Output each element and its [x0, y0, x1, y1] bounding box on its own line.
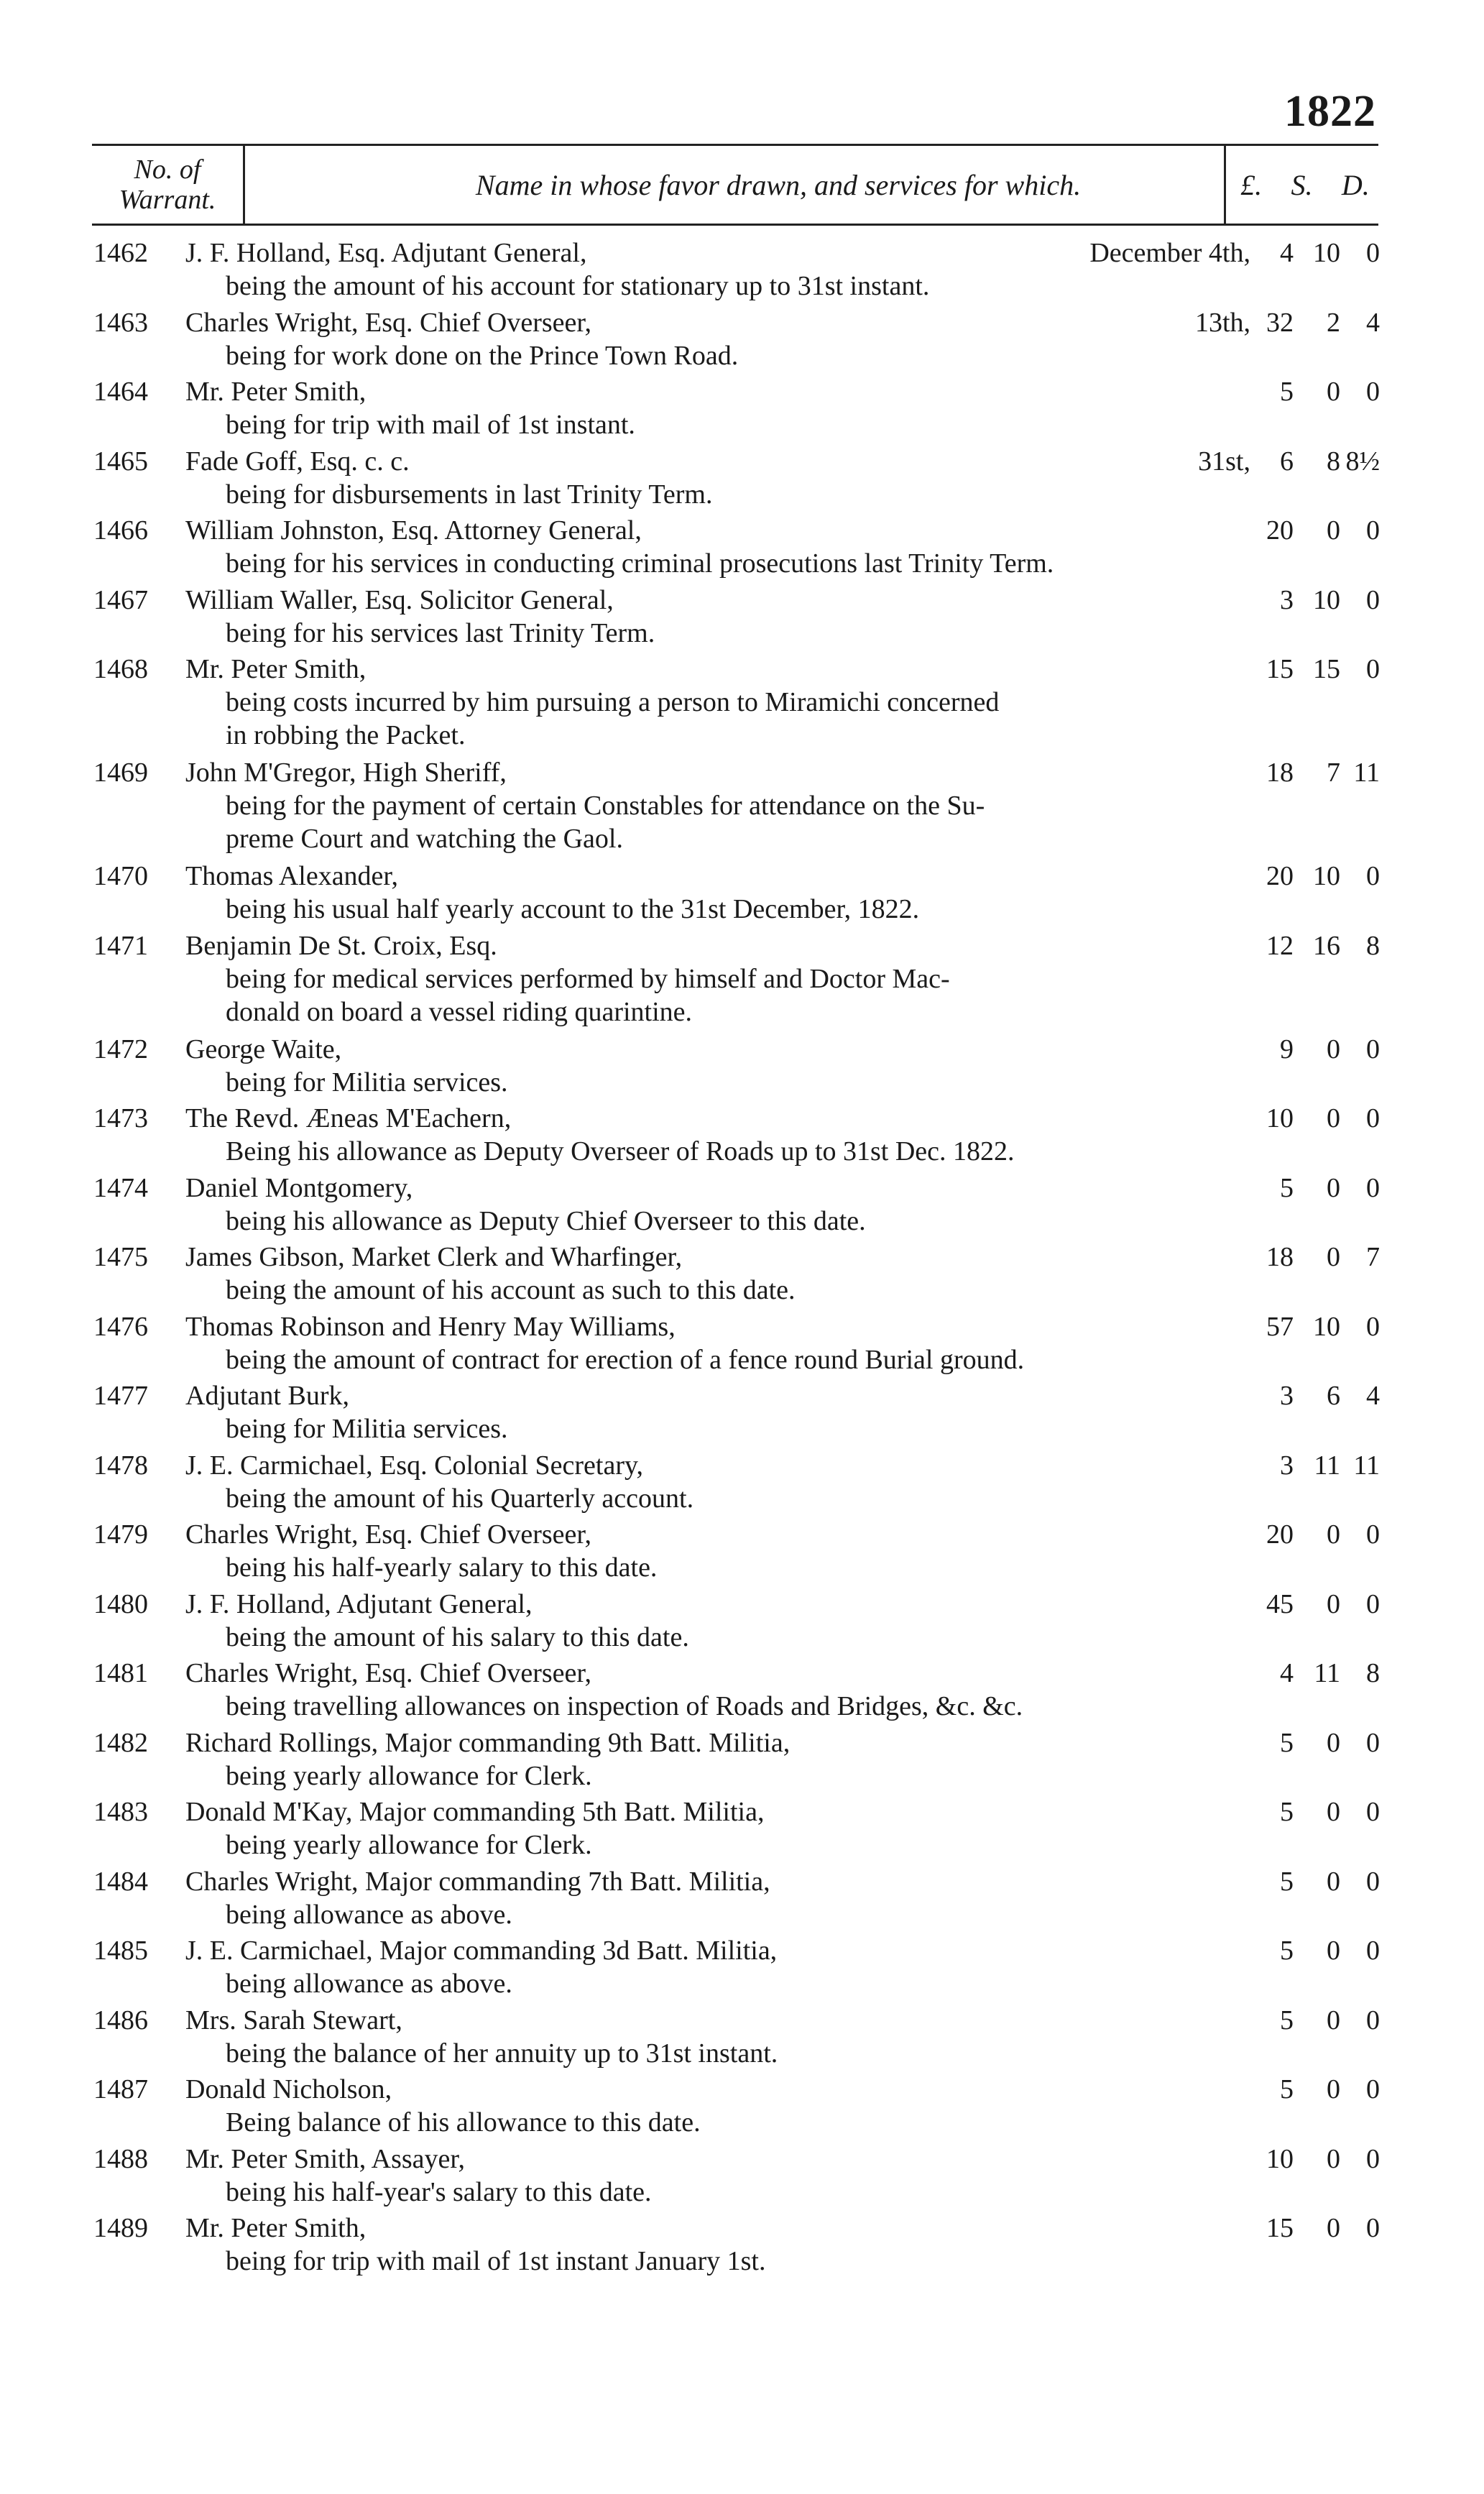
entry-main-line — [93, 1241, 682, 1273]
warrant-number: 1474 — [93, 1172, 148, 1203]
amount-pence: 0 — [1366, 1103, 1380, 1133]
entry-main-line — [93, 860, 398, 892]
warrant-number: 1468 — [93, 654, 148, 684]
service-description: being for Militia services. — [226, 1067, 508, 1098]
amount-shillings: 10 — [1313, 584, 1340, 615]
entry-main-line — [93, 584, 614, 616]
service-description: being allowance as above. — [226, 1969, 512, 1999]
entry-main-line — [93, 2143, 465, 2175]
entry-main-line — [93, 237, 586, 269]
payee-name: Richard Rollings, Major commanding 9th Batt. Militia, — [185, 1727, 791, 1758]
amount-pence: 11 — [1353, 758, 1380, 788]
payee-name: Mr. Peter Smith, — [185, 377, 367, 407]
payee-name: Mr. Peter Smith, — [185, 654, 367, 684]
payee-name: William Johnston, Esq. Attorney General, — [185, 515, 642, 546]
warrant-number: 1467 — [93, 584, 148, 615]
amount-pounds: 5 — [1280, 377, 1294, 407]
service-description: being his allowance as Deputy Chief Overseer to this date. — [226, 1205, 866, 1236]
warrant-amount — [1236, 1241, 1380, 1273]
warrant-entry — [93, 1034, 1380, 1103]
warrant-entry — [93, 446, 1380, 515]
amount-pounds: 5 — [1280, 2074, 1294, 2104]
payee-name: Charles Wright, Esq. Chief Overseer, — [185, 307, 592, 338]
payee-name: James Gibson, Market Clerk and Wharfinger, — [185, 1242, 683, 1272]
warrant-number: 1473 — [93, 1103, 148, 1133]
service-description: donald on board a vessel riding quarintine. — [226, 996, 693, 1027]
entry-main-line — [93, 1935, 777, 1966]
warrant-entry — [93, 1103, 1380, 1172]
service-description: being yearly allowance for Clerk. — [226, 1760, 592, 1791]
warrant-number: 1470 — [93, 861, 148, 891]
amount-pence: 0 — [1366, 1727, 1380, 1758]
entry-main-line — [93, 307, 591, 339]
payee-name: J. E. Carmichael, Esq. Colonial Secretary, — [185, 1450, 644, 1481]
amount-pounds: 20 — [1266, 1519, 1294, 1550]
amount-pence: 0 — [1366, 654, 1380, 684]
service-description: in robbing the Packet. — [226, 720, 466, 750]
warrant-amount — [1236, 446, 1380, 477]
amount-pounds: 5 — [1280, 1797, 1294, 1827]
warrant-number: 1472 — [93, 1034, 148, 1064]
warrant-entry — [93, 1450, 1380, 1519]
amount-shillings: 15 — [1313, 654, 1340, 684]
payee-name: Donald Nicholson, — [185, 2074, 392, 2104]
warrant-number: 1486 — [93, 2005, 148, 2035]
warrant-entry — [93, 1935, 1380, 2005]
warrant-entry — [93, 1241, 1380, 1311]
amount-pence: 0 — [1366, 1034, 1380, 1064]
amount-shillings: 10 — [1313, 238, 1340, 268]
warrant-amount — [1236, 1450, 1380, 1481]
amount-pounds: 18 — [1266, 1242, 1294, 1272]
warrant-header-line1: No. of — [134, 155, 201, 185]
amount-pounds: 20 — [1266, 515, 1294, 546]
warrant-amount — [1236, 1796, 1380, 1828]
amount-pence: 0 — [1366, 1797, 1380, 1827]
amount-shillings: 0 — [1327, 2005, 1340, 2035]
warrant-amount — [1236, 2143, 1380, 2175]
amount-pounds: 6 — [1280, 446, 1294, 477]
warrant-amount — [1236, 1519, 1380, 1550]
service-description: being for trip with mail of 1st instant January 1st. — [226, 2246, 766, 2276]
warrant-number: 1480 — [93, 1588, 148, 1619]
entry-main-line — [93, 1519, 591, 1550]
warrant-date: December 4th, — [1089, 238, 1250, 268]
warrant-entry — [93, 2143, 1380, 2213]
warrant-number: 1479 — [93, 1519, 148, 1550]
amount-pence: 0 — [1366, 238, 1380, 268]
warrant-header-line2: Warrant. — [119, 185, 216, 215]
entry-main-line — [93, 1380, 349, 1412]
amount-pence: 4 — [1366, 1381, 1380, 1411]
warrant-amount — [1236, 2212, 1380, 2244]
amount-shillings: 2 — [1327, 307, 1340, 338]
amount-shillings: 10 — [1313, 861, 1340, 891]
warrant-entry — [93, 1796, 1380, 1866]
amount-pounds: 5 — [1280, 1172, 1294, 1203]
warrant-entry — [93, 1588, 1380, 1658]
service-description: being his half-yearly salary to this date. — [226, 1552, 658, 1583]
warrant-number: 1487 — [93, 2074, 148, 2104]
warrant-amount — [1236, 237, 1380, 269]
service-description: being the amount of his account for stationary up to 31st instant. — [226, 271, 930, 301]
amount-shillings: 0 — [1327, 1519, 1340, 1550]
payee-name: Charles Wright, Esq. Chief Overseer, — [185, 1519, 592, 1550]
warrant-entry — [93, 1311, 1380, 1381]
entry-main-line — [93, 930, 497, 962]
amount-pounds: 3 — [1280, 1450, 1294, 1481]
amount-pence: 0 — [1366, 2005, 1380, 2035]
amount-header — [1224, 146, 1384, 224]
warrant-amount — [1236, 1866, 1380, 1897]
amount-pounds: 12 — [1266, 930, 1294, 961]
amount-pounds: 3 — [1280, 584, 1294, 615]
service-description: being for trip with mail of 1st instant. — [226, 410, 635, 440]
service-description: being the amount of his salary to this date. — [226, 1621, 689, 1652]
payee-name: Mr. Peter Smith, Assayer, — [185, 2143, 466, 2174]
warrant-number-header — [92, 146, 245, 224]
payee-name: Mrs. Sarah Stewart, — [185, 2005, 402, 2035]
warrant-amount — [1236, 653, 1380, 685]
service-description: being the amount of contract for erection of a fence round Burial ground. — [226, 1344, 1025, 1375]
service-description: being the amount of his account as such to this date. — [226, 1275, 796, 1305]
service-description: being his half-year's salary to this date. — [226, 2176, 652, 2207]
amount-shillings: 6 — [1327, 1381, 1340, 1411]
amount-shillings: 0 — [1327, 515, 1340, 546]
entry-main-line — [93, 376, 366, 408]
service-description: being the balance of her annuity up to 31st instant. — [226, 2038, 778, 2069]
entry-main-line — [93, 1311, 676, 1343]
warrant-entry — [93, 237, 1380, 307]
warrant-amount — [1236, 1657, 1380, 1689]
service-description: being for Militia services. — [226, 1414, 508, 1444]
amount-pence: 0 — [1366, 1519, 1380, 1550]
service-description: being for his services in conducting criminal prosecutions last Trinity Term. — [226, 548, 1054, 579]
warrant-number: 1478 — [93, 1450, 148, 1481]
warrant-amount — [1236, 1727, 1380, 1759]
amount-pence: 0 — [1366, 2143, 1380, 2174]
warrant-number: 1488 — [93, 2143, 148, 2174]
warrant-entry — [93, 307, 1380, 377]
amount-pounds: 15 — [1266, 2213, 1294, 2243]
payee-name: Mr. Peter Smith, — [185, 2213, 367, 2243]
warrant-amount — [1236, 307, 1380, 339]
warrant-number: 1481 — [93, 1658, 148, 1688]
warrant-entry — [93, 757, 1380, 860]
warrant-number: 1464 — [93, 377, 148, 407]
amount-pounds: 20 — [1266, 861, 1294, 891]
payee-name: William Waller, Esq. Solicitor General, — [185, 584, 614, 615]
entry-main-line — [93, 1796, 764, 1828]
entry-main-line — [93, 515, 642, 546]
amount-shillings: 0 — [1327, 1103, 1340, 1133]
amount-shillings: 16 — [1313, 930, 1340, 961]
payee-name: George Waite, — [185, 1034, 342, 1064]
amount-pence: 8 — [1366, 930, 1380, 961]
payee-name: Thomas Alexander, — [185, 861, 399, 891]
warrant-entry — [93, 653, 1380, 757]
service-description: being his usual half yearly account to the 31st December, 1822. — [226, 894, 920, 924]
warrant-number: 1485 — [93, 1936, 148, 1966]
amount-pence: 0 — [1366, 2074, 1380, 2104]
entry-main-line — [93, 757, 507, 788]
service-description: being allowance as above. — [226, 1899, 512, 1930]
entry-main-line — [93, 1103, 511, 1134]
warrant-number: 1475 — [93, 1242, 148, 1272]
warrant-entry — [93, 2074, 1380, 2143]
service-description: being for disbursements in last Trinity Term. — [226, 479, 713, 510]
entry-main-line — [93, 2074, 392, 2105]
amount-pounds: 4 — [1280, 1658, 1294, 1688]
warrant-entry — [93, 930, 1380, 1034]
warrant-number: 1482 — [93, 1727, 148, 1758]
amount-pence: 0 — [1366, 1311, 1380, 1342]
service-description: being costs incurred by him pursuing a person to Miramichi concerned — [226, 687, 1000, 717]
entry-main-line — [93, 1588, 532, 1620]
payee-name: Adjutant Burk, — [185, 1381, 349, 1411]
warrant-amount — [1236, 1103, 1380, 1134]
amount-pence: 0 — [1366, 1588, 1380, 1619]
payee-name: The Revd. Æneas M'Eachern, — [185, 1103, 512, 1133]
amount-pounds: 5 — [1280, 2005, 1294, 2035]
warrant-number: 1483 — [93, 1797, 148, 1827]
amount-shillings: 11 — [1314, 1450, 1340, 1481]
warrant-entry — [93, 1172, 1380, 1242]
payee-name: Charles Wright, Esq. Chief Overseer, — [185, 1658, 592, 1688]
warrant-number: 1484 — [93, 1866, 148, 1897]
entry-main-line — [93, 446, 410, 477]
warrant-number: 1477 — [93, 1381, 148, 1411]
entry-main-line — [93, 2005, 402, 2036]
pounds-header: £. — [1240, 168, 1263, 201]
warrant-entry — [93, 376, 1380, 446]
amount-pence: 0 — [1366, 584, 1380, 615]
amount-pence: 0 — [1366, 515, 1380, 546]
entry-main-line — [93, 1657, 591, 1689]
amount-shillings: 7 — [1327, 758, 1340, 788]
amount-shillings: 0 — [1327, 377, 1340, 407]
warrant-entry — [93, 1380, 1380, 1450]
warrant-amount — [1236, 1311, 1380, 1343]
amount-shillings: 0 — [1327, 1727, 1340, 1758]
service-description: being for work done on the Prince Town Road. — [226, 340, 739, 371]
warrant-number: 1476 — [93, 1311, 148, 1342]
service-description: Being his allowance as Deputy Overseer of Roads up to 31st Dec. 1822. — [226, 1136, 1015, 1167]
payee-name: Daniel Montgomery, — [185, 1172, 413, 1203]
amount-pounds: 5 — [1280, 1936, 1294, 1966]
amount-shillings: 0 — [1327, 1588, 1340, 1619]
warrant-entry — [93, 1866, 1380, 1936]
payee-name: Charles Wright, Major commanding 7th Batt. Militia, — [185, 1866, 770, 1897]
warrant-amount — [1236, 2074, 1380, 2105]
warrant-date: 31st, — [1198, 446, 1250, 477]
warrant-amount — [1236, 1172, 1380, 1204]
warrant-amount — [1236, 930, 1380, 962]
service-description: being for his services last Trinity Term. — [226, 617, 655, 648]
warrant-amount — [1236, 1034, 1380, 1065]
amount-shillings: 8 — [1327, 446, 1340, 477]
amount-pounds: 4 — [1280, 238, 1294, 268]
warrant-entry — [93, 860, 1380, 930]
entry-main-line — [93, 1866, 770, 1897]
amount-pounds: 9 — [1280, 1034, 1294, 1064]
amount-pence: 0 — [1366, 1866, 1380, 1897]
warrant-entry — [93, 515, 1380, 584]
warrant-number: 1489 — [93, 2213, 148, 2243]
name-services-header: Name in whose favor drawn, and services for which. — [475, 168, 1082, 201]
entry-main-line — [93, 1727, 790, 1759]
service-description: preme Court and watching the Gaol. — [226, 824, 623, 854]
amount-pounds: 15 — [1266, 654, 1294, 684]
amount-pounds: 3 — [1280, 1381, 1294, 1411]
amount-pence: 0 — [1366, 2213, 1380, 2243]
amount-shillings: 0 — [1327, 2074, 1340, 2104]
payee-name: J. F. Holland, Esq. Adjutant General, — [185, 238, 587, 268]
warrant-entry — [93, 2005, 1380, 2074]
table-header — [92, 144, 1378, 226]
amount-pounds: 10 — [1266, 1103, 1294, 1133]
warrant-amount — [1236, 1935, 1380, 1966]
amount-pence: 8½ — [1345, 446, 1380, 477]
entry-main-line — [93, 1450, 643, 1481]
warrant-number: 1465 — [93, 446, 148, 477]
amount-pence: 0 — [1366, 1936, 1380, 1966]
amount-shillings: 0 — [1327, 1172, 1340, 1203]
amount-shillings: 0 — [1327, 1866, 1340, 1897]
payee-name: J. F. Holland, Adjutant General, — [185, 1588, 533, 1619]
warrant-number: 1463 — [93, 307, 148, 338]
amount-pounds: 45 — [1266, 1588, 1294, 1619]
amount-pence: 0 — [1366, 1172, 1380, 1203]
warrant-amount — [1236, 2005, 1380, 2036]
warrant-entry — [93, 1727, 1380, 1797]
amount-shillings: 0 — [1327, 1797, 1340, 1827]
page-year: 1822 — [1284, 87, 1376, 136]
amount-shillings: 0 — [1327, 2213, 1340, 2243]
service-description: being for medical services performed by himself and Doctor Mac- — [226, 963, 950, 994]
warrant-amount — [1236, 860, 1380, 892]
pence-header: D. — [1341, 168, 1370, 201]
warrant-date: 13th, — [1194, 307, 1250, 338]
amount-pence: 0 — [1366, 377, 1380, 407]
payee-name: Donald M'Kay, Major commanding 5th Batt. Militia, — [185, 1797, 765, 1827]
amount-shillings: 0 — [1327, 2143, 1340, 2174]
amount-pence: 7 — [1366, 1242, 1380, 1272]
amount-shillings: 11 — [1314, 1658, 1340, 1688]
entry-main-line — [93, 1034, 341, 1065]
entry-main-line — [93, 653, 366, 685]
service-description: being the amount of his Quarterly account. — [226, 1483, 694, 1514]
payee-name: Benjamin De St. Croix, Esq. — [185, 930, 497, 961]
warrant-amount — [1236, 584, 1380, 616]
entry-main-line — [93, 2212, 366, 2244]
amount-pounds: 5 — [1280, 1727, 1294, 1758]
warrant-amount — [1236, 757, 1380, 788]
amount-pence: 4 — [1366, 307, 1380, 338]
amount-shillings: 0 — [1327, 1936, 1340, 1966]
warrant-number: 1471 — [93, 930, 148, 961]
warrant-amount — [1236, 376, 1380, 408]
payee-name: Fade Goff, Esq. c. c. — [185, 446, 410, 477]
amount-pounds: 32 — [1266, 307, 1294, 338]
service-description: Being balance of his allowance to this date. — [226, 2107, 701, 2138]
warrant-number: 1466 — [93, 515, 148, 546]
shillings-header: S. — [1291, 168, 1313, 201]
warrant-entry — [93, 2212, 1380, 2282]
warrant-amount — [1236, 515, 1380, 546]
amount-pounds: 18 — [1266, 758, 1294, 788]
amount-pence: 0 — [1366, 861, 1380, 891]
warrant-amount — [1236, 1588, 1380, 1620]
amount-pounds: 5 — [1280, 1866, 1294, 1897]
service-description: being yearly allowance for Clerk. — [226, 1830, 592, 1860]
amount-shillings: 10 — [1313, 1311, 1340, 1342]
amount-pence: 11 — [1353, 1450, 1380, 1481]
amount-pounds: 57 — [1266, 1311, 1294, 1342]
warrant-entry — [93, 1657, 1380, 1727]
warrant-number: 1462 — [93, 238, 148, 268]
amount-shillings: 0 — [1327, 1034, 1340, 1064]
warrant-number: 1469 — [93, 758, 148, 788]
amount-pence: 8 — [1366, 1658, 1380, 1688]
warrant-entry — [93, 584, 1380, 654]
amount-pounds: 10 — [1266, 2143, 1294, 2174]
warrant-list — [93, 237, 1380, 2282]
payee-name: J. E. Carmichael, Major commanding 3d Batt. Militia, — [185, 1936, 778, 1966]
entry-main-line — [93, 1172, 413, 1204]
payee-name: John M'Gregor, High Sheriff, — [185, 758, 507, 788]
service-description: being travelling allowances on inspection of Roads and Bridges, &c. &c. — [226, 1691, 1023, 1721]
amount-shillings: 0 — [1327, 1242, 1340, 1272]
warrant-amount — [1236, 1380, 1380, 1412]
warrant-entry — [93, 1519, 1380, 1588]
payee-name: Thomas Robinson and Henry May Williams, — [185, 1311, 676, 1342]
service-description: being for the payment of certain Constables for attendance on the Su- — [226, 791, 985, 821]
